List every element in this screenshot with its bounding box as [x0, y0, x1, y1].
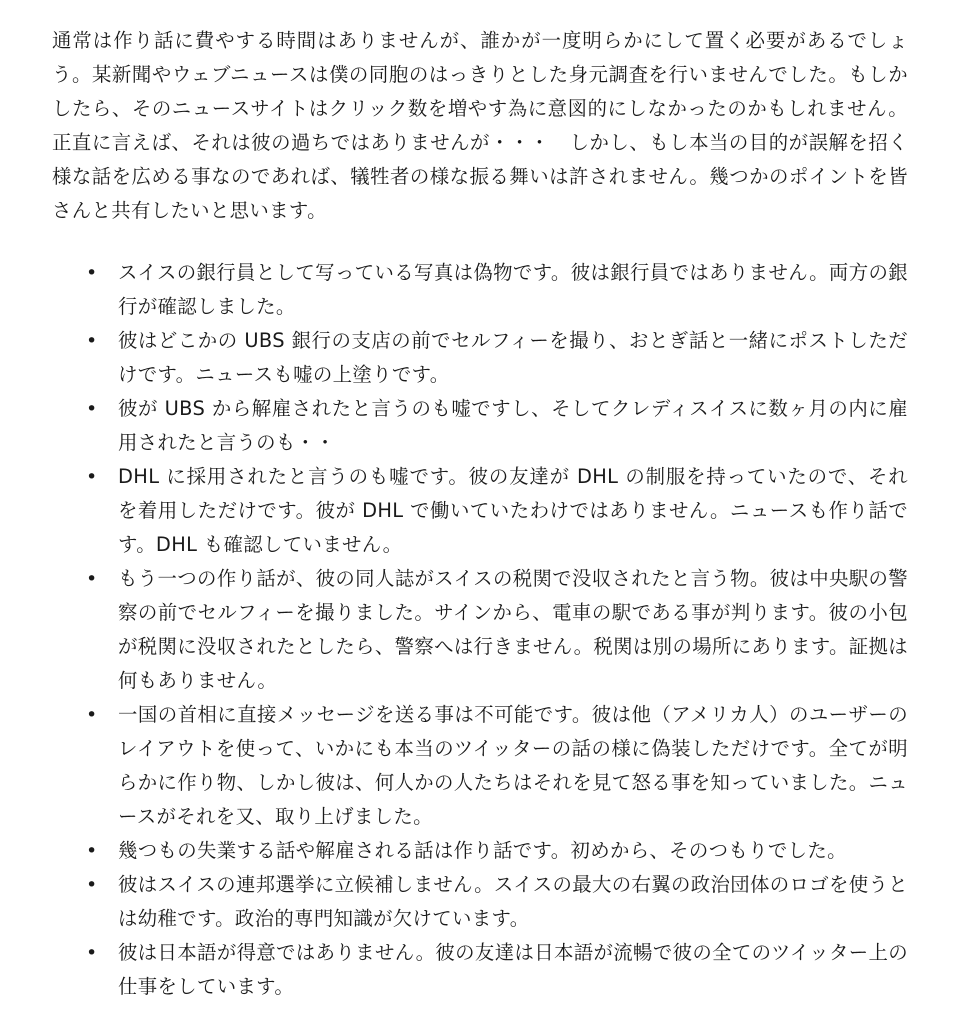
bullet-icon: • [86, 704, 98, 726]
list-item-text: 幾つもの失業する話や解雇される話は作り話です。初めから、そのつもりでした。 [118, 839, 847, 862]
list-item [52, 324, 908, 392]
document-body [52, 24, 908, 1004]
list-item [52, 256, 908, 324]
bullet-icon: • [86, 398, 98, 420]
list-item-text: スイスの銀行員として写っている写真は偽物です。彼は銀行員ではありません。両方の銀行が確認しました。 [118, 261, 908, 318]
intro-paragraph: 通常は作り話に費やする時間はありませんが、誰かが一度明らかにして置く必要があるでしょう。某新聞やウェブニュースは僕の同胞のはっきりとした身元調査を行いませんでした。もしかしたら、そのニュースサイトはクリック数を増やす為に意図的にしなかったのかもしれません。正直に言えば、それは彼の過ちではありませんが・・・ しかし、もし本当の目的が誤解を招く様な話を広める事なのであれば、犠牲者の様な振る舞いは許されません。幾つかのポイントを皆さんと共有したいと思います。 [52, 29, 908, 222]
bullet-icon: • [86, 942, 98, 964]
bullet-icon: • [86, 330, 98, 352]
list-item-text: DHL に採用されたと言うのも嘘です。彼の友達が DHL の制服を持っていたので、それを着用しただけです。彼が DHL で働いていたわけではありません。ニュースも作り話です。DHL も確認していません。 [118, 465, 908, 556]
list-item [52, 698, 908, 834]
list-item-text: 彼はスイスの連邦選挙に立候補しません。スイスの最大の右翼の政治団体のロゴを使うとは幼稚です。政治的専門知識が欠けています。 [118, 873, 908, 930]
bullet-icon: • [86, 568, 98, 590]
bullet-icon: • [86, 874, 98, 896]
list-item-text: 一国の首相に直接メッセージを送る事は不可能です。彼は他（アメリカ人）のユーザーのレイアウトを使って、いかにも本当のツイッターの話の様に偽装しただけです。全てが明らかに作り物、しかし彼は、何人かの人たちはそれを見て怒る事を知っていました。ニュースがそれを又、取り上げました。 [118, 703, 908, 828]
list-item-text: 彼はどこかの UBS 銀行の支店の前でセルフィーを撮り、おとぎ話と一緒にポストしただけです。ニュースも嘘の上塗りです。 [118, 329, 908, 386]
bullet-icon: • [86, 466, 98, 488]
list-item-text: もう一つの作り話が、彼の同人誌がスイスの税関で没収されたと言う物。彼は中央駅の警察の前でセルフィーを撮りました。サインから、電車の駅である事が判ります。彼の小包が税関に没収されたとしたら、警察へは行きません。税関は別の場所にあります。証拠は何もありません。 [118, 567, 908, 692]
bullet-list [52, 256, 908, 1004]
list-item-text: 彼は日本語が得意ではありません。彼の友達は日本語が流暢で彼の全てのツイッター上の仕事をしています。 [118, 941, 908, 998]
list-item [52, 936, 908, 1004]
list-item [52, 834, 908, 868]
bullet-icon: • [86, 840, 98, 862]
list-item [52, 392, 908, 460]
list-item [52, 868, 908, 936]
list-item [52, 562, 908, 698]
list-item [52, 460, 908, 562]
bullet-icon: • [86, 262, 98, 284]
list-item-text: 彼が UBS から解雇されたと言うのも嘘ですし、そしてクレディスイスに数ヶ月の内に雇用されたと言うのも・・ [118, 397, 908, 454]
